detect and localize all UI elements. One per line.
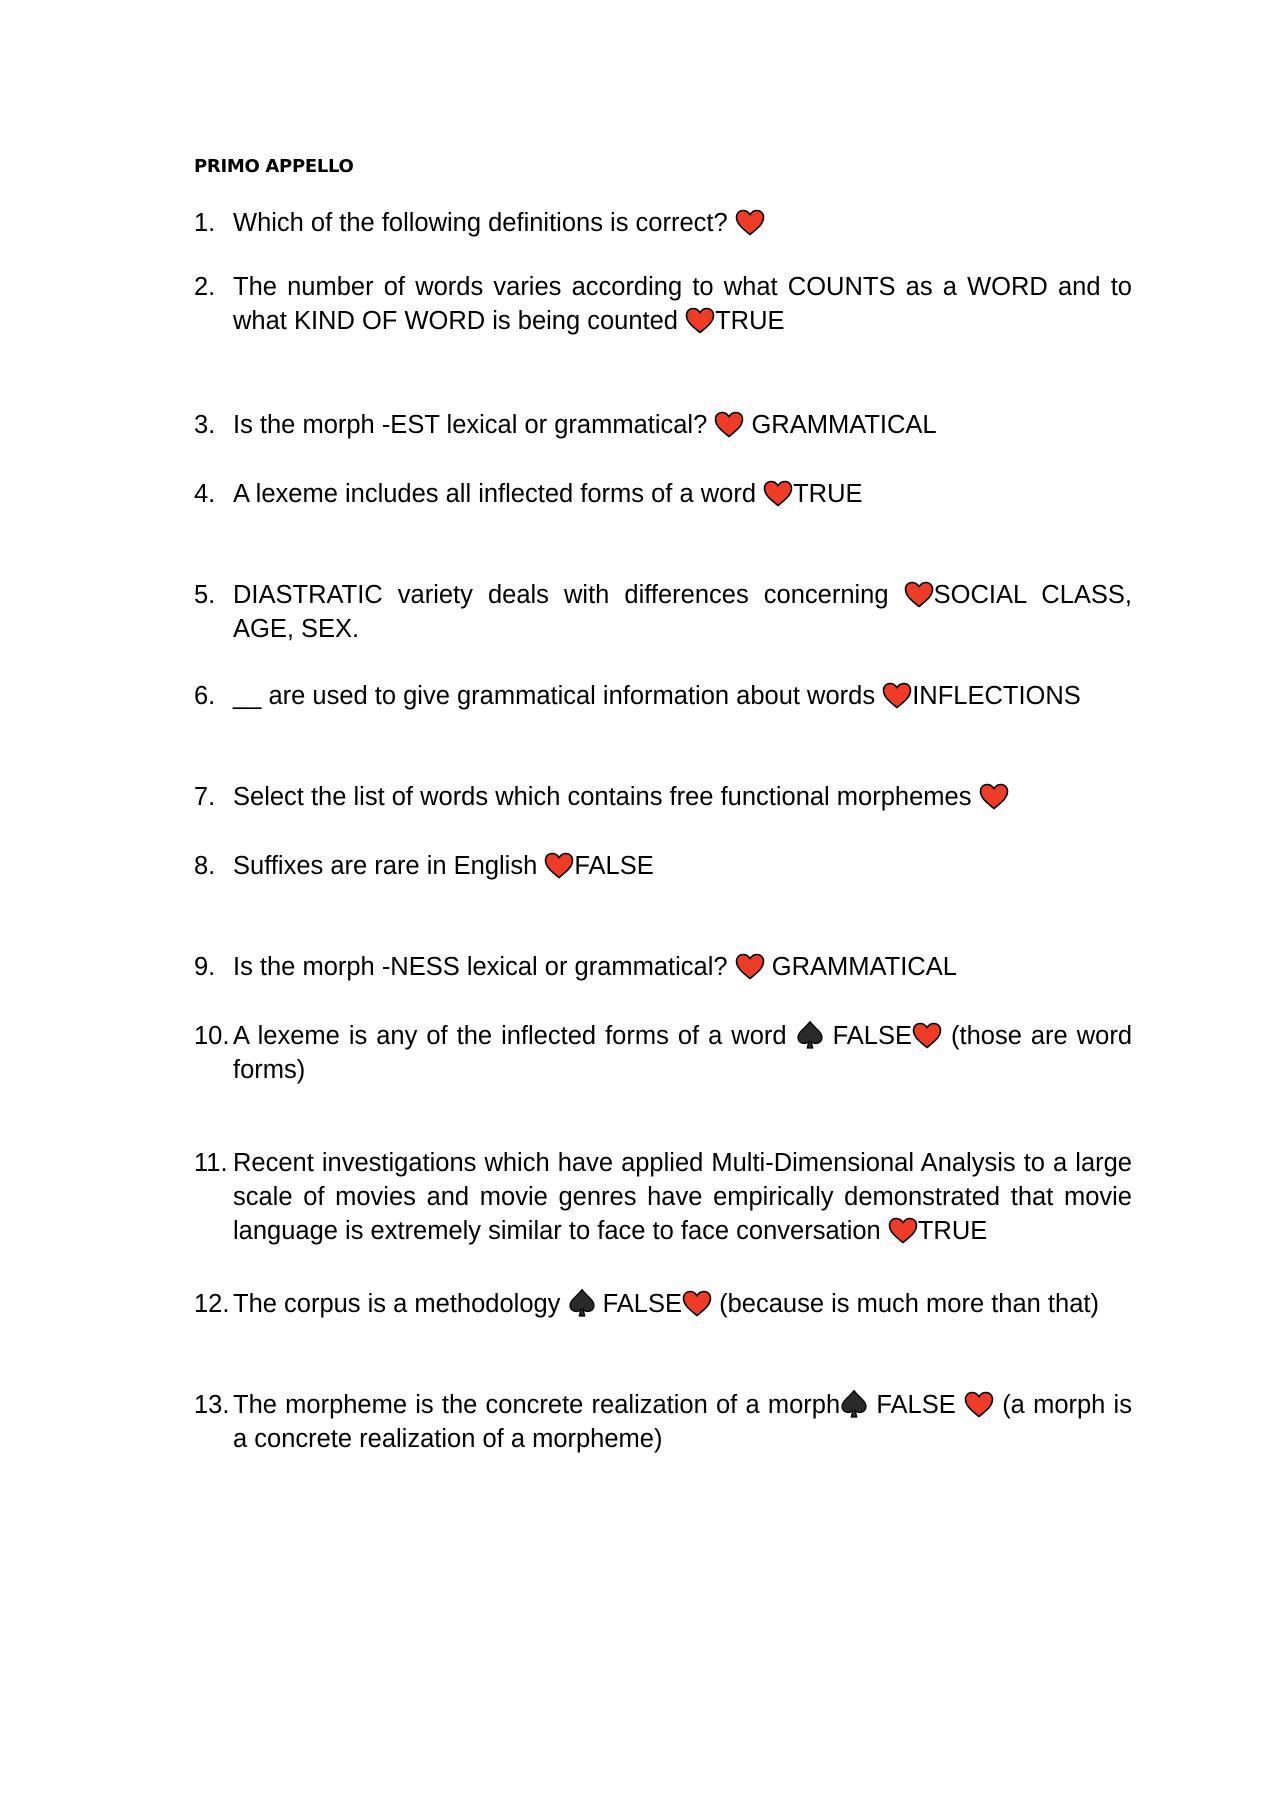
answer-text: FALSE bbox=[574, 852, 654, 880]
question-text: Is the morph -NESS lexical or grammatical? bbox=[233, 953, 728, 981]
question-text: Suffixes are rare in English bbox=[233, 852, 538, 880]
wrong-answer-text: FALSE bbox=[832, 1022, 912, 1050]
question-5 bbox=[194, 578, 1132, 646]
question-text: __ are used to give grammatical information about words bbox=[233, 682, 876, 710]
question-number: 1. bbox=[194, 209, 216, 237]
question-number: 6. bbox=[194, 682, 216, 710]
question-7 bbox=[194, 780, 1132, 814]
heart-icon bbox=[912, 1022, 942, 1049]
question-text: The corpus is a methodology bbox=[233, 1290, 561, 1318]
question-number: 13. bbox=[194, 1391, 230, 1419]
heart-icon bbox=[735, 209, 765, 236]
question-2 bbox=[194, 270, 1132, 338]
question-text: Is the morph -EST lexical or grammatical? bbox=[233, 411, 708, 439]
question-number: 9. bbox=[194, 953, 216, 981]
spade-icon bbox=[796, 1020, 824, 1050]
wrong-answer-text: FALSE bbox=[876, 1391, 956, 1419]
heart-icon bbox=[735, 953, 765, 980]
document-title: PRIMO APPELLO bbox=[194, 156, 354, 177]
heart-icon bbox=[682, 1290, 712, 1317]
question-number: 7. bbox=[194, 783, 216, 811]
heart-icon bbox=[979, 783, 1009, 810]
question-text: The number of words varies according to what COUNTS as a WORD and to what KIND OF WORD is being counted bbox=[233, 273, 1132, 335]
spade-icon bbox=[568, 1288, 596, 1318]
question-4 bbox=[194, 477, 1132, 511]
heart-icon bbox=[904, 581, 934, 608]
heart-icon bbox=[544, 852, 574, 879]
question-12 bbox=[194, 1287, 1132, 1321]
question-number: 10. bbox=[194, 1022, 230, 1050]
question-number: 2. bbox=[194, 273, 216, 301]
answer-text: TRUE bbox=[715, 307, 785, 335]
question-text: Recent investigations which have applied Multi-Dimensional Analysis to a large scale of movies and movie genres have empirically demonstrated that movie language is extremely similar to face to face conversation bbox=[233, 1149, 1132, 1245]
question-text: Select the list of words which contains free functional morphemes bbox=[233, 783, 972, 811]
question-number: 3. bbox=[194, 411, 216, 439]
question-8 bbox=[194, 849, 1132, 883]
heart-icon bbox=[714, 411, 744, 438]
question-number: 11. bbox=[194, 1149, 228, 1177]
question-10 bbox=[194, 1019, 1132, 1087]
question-text: The morpheme is the concrete realization of a morph bbox=[233, 1391, 841, 1419]
question-number: 8. bbox=[194, 852, 216, 880]
answer-text: GRAMMATICAL bbox=[771, 953, 957, 981]
question-3 bbox=[194, 408, 1132, 442]
answer-text: INFLECTIONS bbox=[912, 682, 1081, 710]
question-number: 4. bbox=[194, 480, 216, 508]
answer-note: (a morph is a concrete realization of a morpheme) bbox=[233, 1391, 1132, 1453]
spade-icon bbox=[840, 1389, 868, 1419]
answer-text: TRUE bbox=[917, 1217, 988, 1245]
heart-icon bbox=[763, 480, 793, 507]
question-text: A lexeme is any of the inflected forms of a word bbox=[233, 1022, 787, 1050]
heart-icon bbox=[964, 1391, 994, 1418]
answer-text: TRUE bbox=[793, 480, 863, 508]
question-9 bbox=[194, 950, 1132, 984]
question-1 bbox=[194, 206, 1132, 240]
answer-text: GRAMMATICAL bbox=[751, 411, 937, 439]
answer-text: SOCIAL CLASS, AGE, SEX. bbox=[233, 581, 1132, 643]
question-number: 5. bbox=[194, 581, 216, 609]
heart-icon bbox=[685, 307, 715, 334]
question-13 bbox=[194, 1388, 1132, 1456]
question-text: A lexeme includes all inflected forms of a word bbox=[233, 480, 756, 508]
heart-icon bbox=[888, 1217, 918, 1244]
answer-note: (those are word forms) bbox=[233, 1022, 1133, 1084]
heart-icon bbox=[882, 682, 912, 709]
wrong-answer-text: FALSE bbox=[602, 1290, 683, 1318]
question-text: Which of the following definitions is correct? bbox=[233, 209, 728, 237]
question-11 bbox=[194, 1146, 1132, 1248]
answer-note: (because is much more than that) bbox=[719, 1290, 1099, 1318]
question-number: 12. bbox=[194, 1290, 230, 1318]
question-6 bbox=[194, 679, 1132, 713]
question-text: DIASTRATIC variety deals with differences concerning bbox=[233, 581, 889, 609]
